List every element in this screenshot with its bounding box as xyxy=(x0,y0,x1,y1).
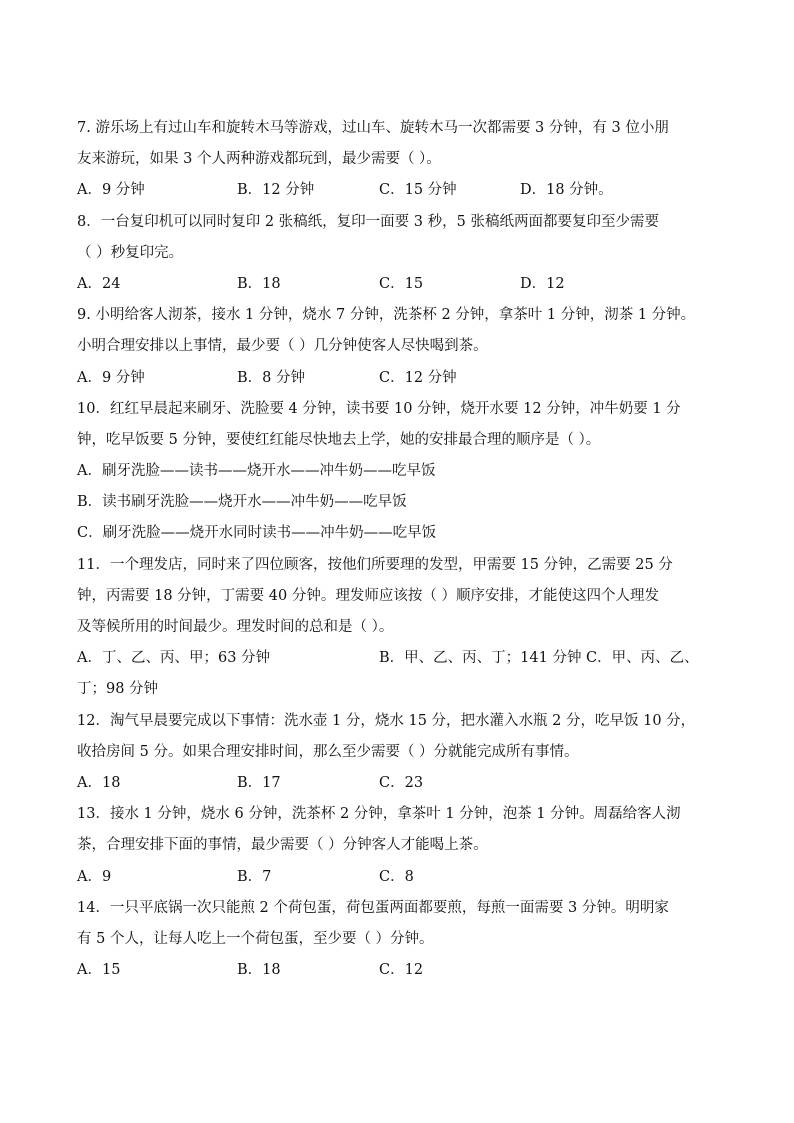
option-a: A．24 xyxy=(77,275,121,292)
question-list xyxy=(77,113,737,986)
question-text-line: 有 5 个人，让每人吃上一个荷包蛋，至少要（ ）分钟。 xyxy=(77,930,434,947)
option-d: D．18 分钟。 xyxy=(520,182,613,199)
option-c: C．23 xyxy=(379,774,424,791)
question-text-line: 小明合理安排以上事情，最少要（ ）几分钟使客人尽快喝到茶。 xyxy=(77,338,488,355)
question-11 xyxy=(77,550,737,706)
option-row xyxy=(77,175,737,206)
question-10 xyxy=(77,394,737,550)
question-14 xyxy=(77,893,737,987)
question-text-line: 钟，吃早饭要 5 分钟，要使红红能尽快地去上学，她的安排最合理的顺序是（ ）。 xyxy=(77,431,601,448)
option-c-continued: 丁；98 分钟 xyxy=(77,681,159,698)
option-c: C．15 分钟 xyxy=(379,182,457,199)
question-text-line: 13．接水 1 分钟，烧水 6 分钟，洗茶杯 2 分钟，拿茶叶 1 分钟，泡茶 1 分钟。周磊给客人沏 xyxy=(77,806,681,823)
option-a: A．刷牙洗脸——读书——烧开水——冲牛奶——吃早饭 xyxy=(77,463,436,480)
question-12 xyxy=(77,706,737,800)
question-text-line: 14．一只平底锅一次只能煎 2 个荷包蛋，荷包蛋两面都要煎，每煎一面需要 3 分钟。明明家 xyxy=(77,899,669,916)
question-7 xyxy=(77,113,737,207)
option-row xyxy=(77,643,737,674)
option-b: B．7 xyxy=(237,868,272,885)
option-a: A．9 分钟 xyxy=(77,182,145,199)
question-text-line: 11．一个理发店，同时来了四位顾客，按他们所要理的发型，甲需要 15 分钟，乙需要 25 分 xyxy=(77,556,673,573)
option-row xyxy=(77,862,737,893)
option-row xyxy=(77,955,737,986)
option-d: D．12 xyxy=(520,275,565,292)
question-8 xyxy=(77,207,737,301)
option-c: C．12 xyxy=(379,962,424,979)
question-text-line: 茶，合理安排下面的事情，最少需要（ ）分钟客人才能喝上茶。 xyxy=(77,837,488,854)
question-13 xyxy=(77,799,737,893)
option-a: A．18 xyxy=(77,774,121,791)
option-row xyxy=(77,363,737,394)
question-text-line: 钟，丙需要 18 分钟，丁需要 40 分钟。理发师应该按（ ）顺序安排，才能使这四个人理发 xyxy=(77,587,659,604)
question-text-line: 友来游玩，如果 3 个人两种游戏都玩到，最少需要（ ）。 xyxy=(77,151,441,168)
option-b: B．读书刷牙洗脸——烧开水——冲牛奶——吃早饭 xyxy=(77,494,407,511)
option-b: B．18 xyxy=(237,962,281,979)
option-row xyxy=(77,768,737,799)
question-text-line: 8．一台复印机可以同时复印 2 张稿纸，复印一面要 3 秒，5 张稿纸两面都要复印至少需要 xyxy=(77,213,659,230)
option-a: A．9 xyxy=(77,868,112,885)
option-row xyxy=(77,269,737,300)
option-b: B．17 xyxy=(237,774,281,791)
question-text-line: 9. 小明给客人沏茶，接水 1 分钟，烧水 7 分钟，洗茶杯 2 分钟，拿茶叶 1 分钟，沏茶 1 分钟。 xyxy=(77,307,696,324)
option-a: A．9 分钟 xyxy=(77,369,145,386)
question-text-line: 7. 游乐场上有过山车和旋转木马等游戏，过山车、旋转木马一次都需要 3 分钟，有 3 位小朋 xyxy=(77,120,669,136)
option-b: B．12 分钟 xyxy=(237,182,315,199)
option-a: A．15 xyxy=(77,962,121,979)
option-c: C．刷牙洗脸——烧开水同时读书——冲牛奶——吃早饭 xyxy=(77,525,437,542)
option-b: B．18 xyxy=(237,275,281,292)
question-text-line: 收拾房间 5 分。如果合理安排时间，那么至少需要（ ）分就能完成所有事情。 xyxy=(77,743,579,760)
option-b-c: B．甲、乙、丙、丁；141 分钟 C．甲、丙、乙、 xyxy=(379,650,699,667)
question-text-line: 及等候所用的时间最少。理发时间的总和是（ ）。 xyxy=(77,619,394,635)
option-b: B．8 分钟 xyxy=(237,369,305,386)
question-9 xyxy=(77,300,737,394)
option-c: C．15 xyxy=(379,275,424,292)
question-text-line: （ ）秒复印完。 xyxy=(77,244,184,261)
option-a: A．丁、乙、丙、甲；63 分钟 xyxy=(77,650,271,667)
question-text-line: 10．红红早晨起来刷牙、洗脸要 4 分钟，读书要 10 分钟，烧开水要 12 分钟，冲牛奶要 1 分 xyxy=(77,400,681,417)
question-text-line: 12．淘气早晨要完成以下事情：洗水壶 1 分，烧水 15 分，把水灌入水瓶 2 分，吃早饭 10 分， xyxy=(77,712,696,729)
option-c: C．8 xyxy=(379,868,414,885)
option-c: C．12 分钟 xyxy=(379,369,457,386)
